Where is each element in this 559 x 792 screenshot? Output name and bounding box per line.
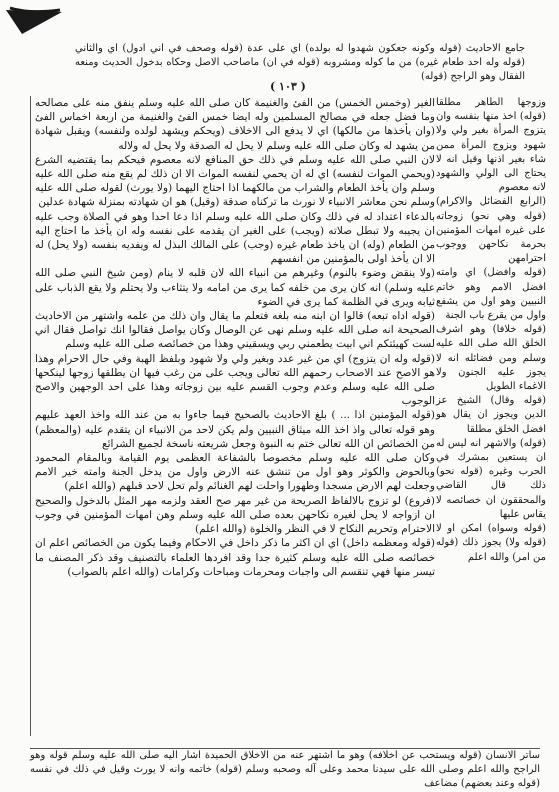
main-text-column (30, 96, 435, 736)
margin-paragraph: (قوله وقال) الشيخ عز الدين ويجوز ان يقال هو افضل الخلق مطلقا (436, 395, 546, 435)
main-paragraph: (قوله المؤمنين اذا ... ) بلغ الاحاديث بالصحيح فيما جاءوا به من عند الله واخذ العهد عليهم وهو قوله تعالى واذ اخذ الله ميثاق النبيين ولم يكن لاحد من الانبياء ان يتقدم عليه (والمعظم) من الخصائص ان الله تعالى ختم به النبوة وجعل شريعته ناسخة لجميع الشرائع (35, 409, 435, 450)
main-paragraph: (ولا ينقض وضوء بالنوم) وغيرهم من انبياء الله لان قلبه لا ينام (ومن شيخ النبي صلى الله عليه وسلم) انه كان يرى من خلفه كما يرى من امامه ولا يتثاءب ولا يحتلم ولا يقع الذباب على ثيابه ويرى في الظلمة كما يرى في الضوء (35, 267, 435, 308)
page-number: ( ١٠٣ ) (270, 80, 306, 93)
main-paragraph: لان النبي صلى الله عليه وسلم في ذلك حق المنافع لانه معصوم فيحكم بما يقتضيه الشرع (ويحمي الموات لنفسه) اي له ان يحمي لنفسه الموات الا ان ذلك لم يقع منه صلى الله عليه وسلم وان يأخذ الطعام والشراب من مالكهما اذا احتاج اليهما (ولا يورث) لقوله صلى الله عليه وسلم نحن معاشر الانبياء لا نورث ما تركناه صدقة (وقيل) هو ان شهادته بمنزلة شهادة عدلين (35, 153, 435, 209)
corner-brush-mark (0, 0, 70, 70)
margin-paragraph: (قوله) والاشهر انه ليس له ان يستعين بمشرك في الحرب وغيره (قوله نحو) ذلك قال القاضي والمحققون ان خصائصه لا يقاس عليها (436, 437, 546, 520)
main-paragraph: وكان صلى الله عليه وسلم مخصوصا بالشفاعة العظمى يوم القيامة وبالمقام المحمود وبالحوض والكوثر وهو اول من تنشق عنه الارض واول من يدخل الجنة وامته خير الامم وجعلت لهم الارض مسجدا وطهورا واحلت لهم الغنائم ولم تحل لاحد قبلهم (والله اعلم) (35, 452, 435, 493)
main-paragraph: (قوله اداه تبعه) قالوا ان ابنه منه بلغه فتعلم ما يقال وان ذلك من علمه واشتهر من الاحاديث الصحيحة انه صلى الله عليه وسلم نهى عن الوصال وكان يواصل فقالوا انك تواصل فقال اني لست كهيئتكم اني ابيت يطعمني ربي ويسقيني وهذا من خصائصه صلى الله عليه وسلم (35, 310, 435, 351)
margin-paragraph: (قوله وسواه) امكن او لا (قوله ولا) يجوز ذلك (قوله من امر) والله اعلم (436, 523, 546, 563)
margin-paragraph: (قوله خلافا) وهو اشرف الخلق الله صلى الله عليه وسلم ومن فضائله انه لا يجوز عليه الجنون ولا الاغماء الطويل (436, 324, 546, 393)
page-footer: ساتر الانسان (قوله ويستحب عن اخلافه) وهو ما اشتهر عنه من الاخلاق الحميدة اشار اليه صلى الله عليه وسلم قوله وهو الراجح والله اعلم وصلى الله على سيدنا محمد وعلى آله وصحبه وسلم (قوله) خاتمه وانه لا يورث وقيل في ذلك في نفسه (قوله وعند بعضهم) مضاعف (30, 750, 540, 789)
margin-paragraph: (الرابع الفضائل والاكرام) (قوله وهي نحو) زوجاته على غيره امهات المؤمنين بحرمة نكاحهن ووجوب احترامهن (436, 196, 546, 265)
main-paragraph: بالدعاء اعتداد له في ذلك وكان صلى الله عليه وسلم اذا دعا احدا وهو في الصلاة وجب عليه ان يجيبه ولا تبطل صلاته (ويجب) على الغير ان يقدمه على نفسه وله ان يأخذ ما احتاج اليه من الطعام (وله) ان ياخذ طعام غيره (وجب) على المالك البذل له ويفديه بنفسه (ولا يحل) له الا ان يأخذ اولى بالمؤمنين من انفسهم (35, 210, 435, 266)
margin-paragraph: (قوله وافضل) اي وامته افضل الامم وهو خاتم النبيين وهو اول من يشفع واول من يقرع باب الجنة (436, 267, 546, 322)
main-paragraph: (قوله وله ان يتزوج) اي من غير عدد وبغير ولي ولا شهود وبلفظ الهبة وفي حال الاحرام وهذا هو الاصح عند الاصحاب رحمهم الله تعالى ويجب على من رغب فيها ان يطلقها زوجها لينكحها صلى الله عليه وسلم وعدم وجوب القسم عليه بين زوجاته وهذا على احد الوجهين والاصح الوجوب (35, 352, 435, 408)
main-paragraph: (قوله ومعظمه داخل) اي ان اكثر ما ذكر داخل في الاحكام وفيما يكون من الخصائص اعلم ان خصائصه صلى الله عليه وسلم كثيرة جدا وقد افردها العلماء بالتصنيف وقد ذكر المصنف ما تيسر منها فهي تنقسم الى واجبات ومحرمات ومباحات وكرامات (والله اعلم بالصواب) (35, 537, 435, 578)
page-header: جامع الاحاديث (قوله وكونه جعكون شهدوا له بولده) اي على عدة (قوله وصحف في اني ادول) اي والثاني (قوله وله احد طعام غيره) من ما كوله ومشروبه (قوله في ان) ماصاحب الاصل وحكاه بدخول الحديث ومنعه الفقال وهو الراجح (قوله) (75, 43, 526, 82)
margin-gloss-column (436, 96, 546, 716)
main-paragraph: (فروع) لو تزوج بالالفاظ الصريحة من غير مهر صح العقد ولزمه مهر المثل بالدخول والصحيح ان ازواجه لا يحل لغيره نكاحهن بعده صلى الله عليه وسلم وهن امهات المؤمنين في وجوب الاحترام وتحريم النكاح لا في النظر والخلوة (والله اعلم) (35, 494, 435, 536)
main-paragraph: الغير (وخمس الخمس) من الفئ والغنيمة كان صلى الله عليه وسلم ينفق منه على مصالحه وما فضل جعله في مصالح المسلمين وله ايضا خمس الفئ والغنيمة من اربعة اخماس الفئ (وان يأخذها من مالكها) اي لا يدفع الى الاخلاف (ويحكم ويشهد لولده ولنفسه) ويقبل شهادة من يشهد له وكان صلى الله عليه وسلم لا يحل له الصدقة ولا يحل له ولاله (35, 97, 435, 152)
margin-paragraph: وزوجها الطاهر مطلقا (قوله) اخذ منها بنفسه وان يتزوج المرأة بغير ولي ولا شهود ويزوج المرأة ممن شاء بغير اذنها وقيل انه لا يحتاج الى الولي والشهود لانه معصوم (436, 97, 546, 194)
